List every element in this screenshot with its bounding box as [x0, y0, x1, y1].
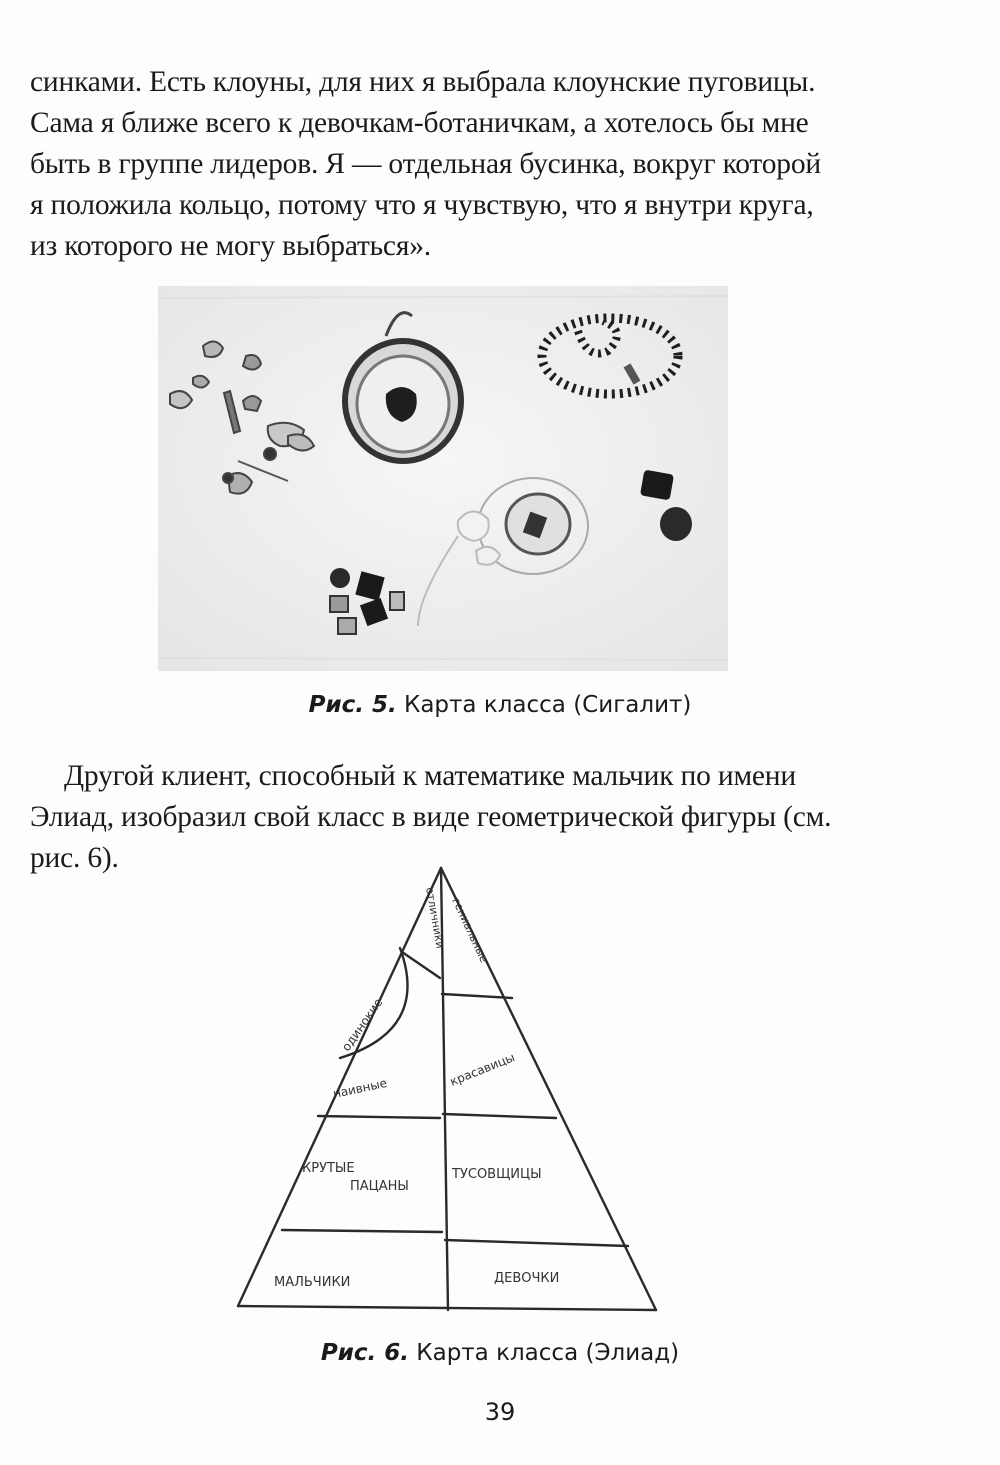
label-patsany: ПАЦАНЫ — [350, 1179, 409, 1194]
figure-5-photo — [158, 286, 728, 671]
label-devochki: ДЕВОЧКИ — [494, 1271, 560, 1286]
text-line: рис. 6). — [30, 842, 119, 874]
text-line: я положила кольцо, потому что я чувствую, что я внутри круга, — [30, 189, 814, 221]
caption-text: Карта класса (Элиад) — [416, 1340, 680, 1366]
text-line: Сама я ближе всего к девочкам-ботаничкам, а хотелось бы мне — [30, 107, 809, 139]
label-tusovshchitsy: ТУСОВЩИЦЫ — [452, 1167, 542, 1182]
label-naivnye: наивные — [331, 1075, 389, 1101]
row-divider-2-right — [445, 1240, 628, 1246]
label-krasavitsy: красавицы — [447, 1050, 517, 1089]
text-line: Другой клиент, способный к математике мальчик по имени — [64, 760, 796, 792]
text-line: Элиад, изобразил свой класс в виде геометрической фигуры (см. — [30, 801, 832, 833]
label-otlichniki: отличники — [423, 886, 447, 950]
figure-5-caption — [0, 692, 1000, 718]
figure-6-pyramid — [230, 860, 670, 1320]
caption-text: Карта класса (Сигалит) — [404, 692, 692, 718]
label-genialnye: гениальные — [449, 895, 491, 965]
figure-6-caption — [0, 1340, 1000, 1366]
label-odinokie: одинокие — [338, 995, 386, 1054]
label-malchiki: МАЛЬЧИКИ — [274, 1275, 351, 1290]
row-divider-1-right — [443, 1114, 556, 1118]
text-line: быть в группе лидеров. Я — отдельная бусинка, вокруг которой — [30, 148, 821, 180]
text-line: из которого не могу выбраться». — [30, 230, 431, 262]
page-number: 39 — [484, 1398, 516, 1426]
text-line: синками. Есть клоуны, для них я выбрала клоунские пуговицы. — [30, 66, 816, 98]
label-krutye: КРУТЫЕ — [302, 1161, 355, 1176]
paragraph-top — [30, 62, 890, 267]
caption-label: Рис. 5. — [308, 692, 397, 718]
row-divider-1-left — [318, 1116, 440, 1118]
row-divider-2-left — [282, 1230, 442, 1232]
caption-label: Рис. 6. — [320, 1340, 409, 1366]
